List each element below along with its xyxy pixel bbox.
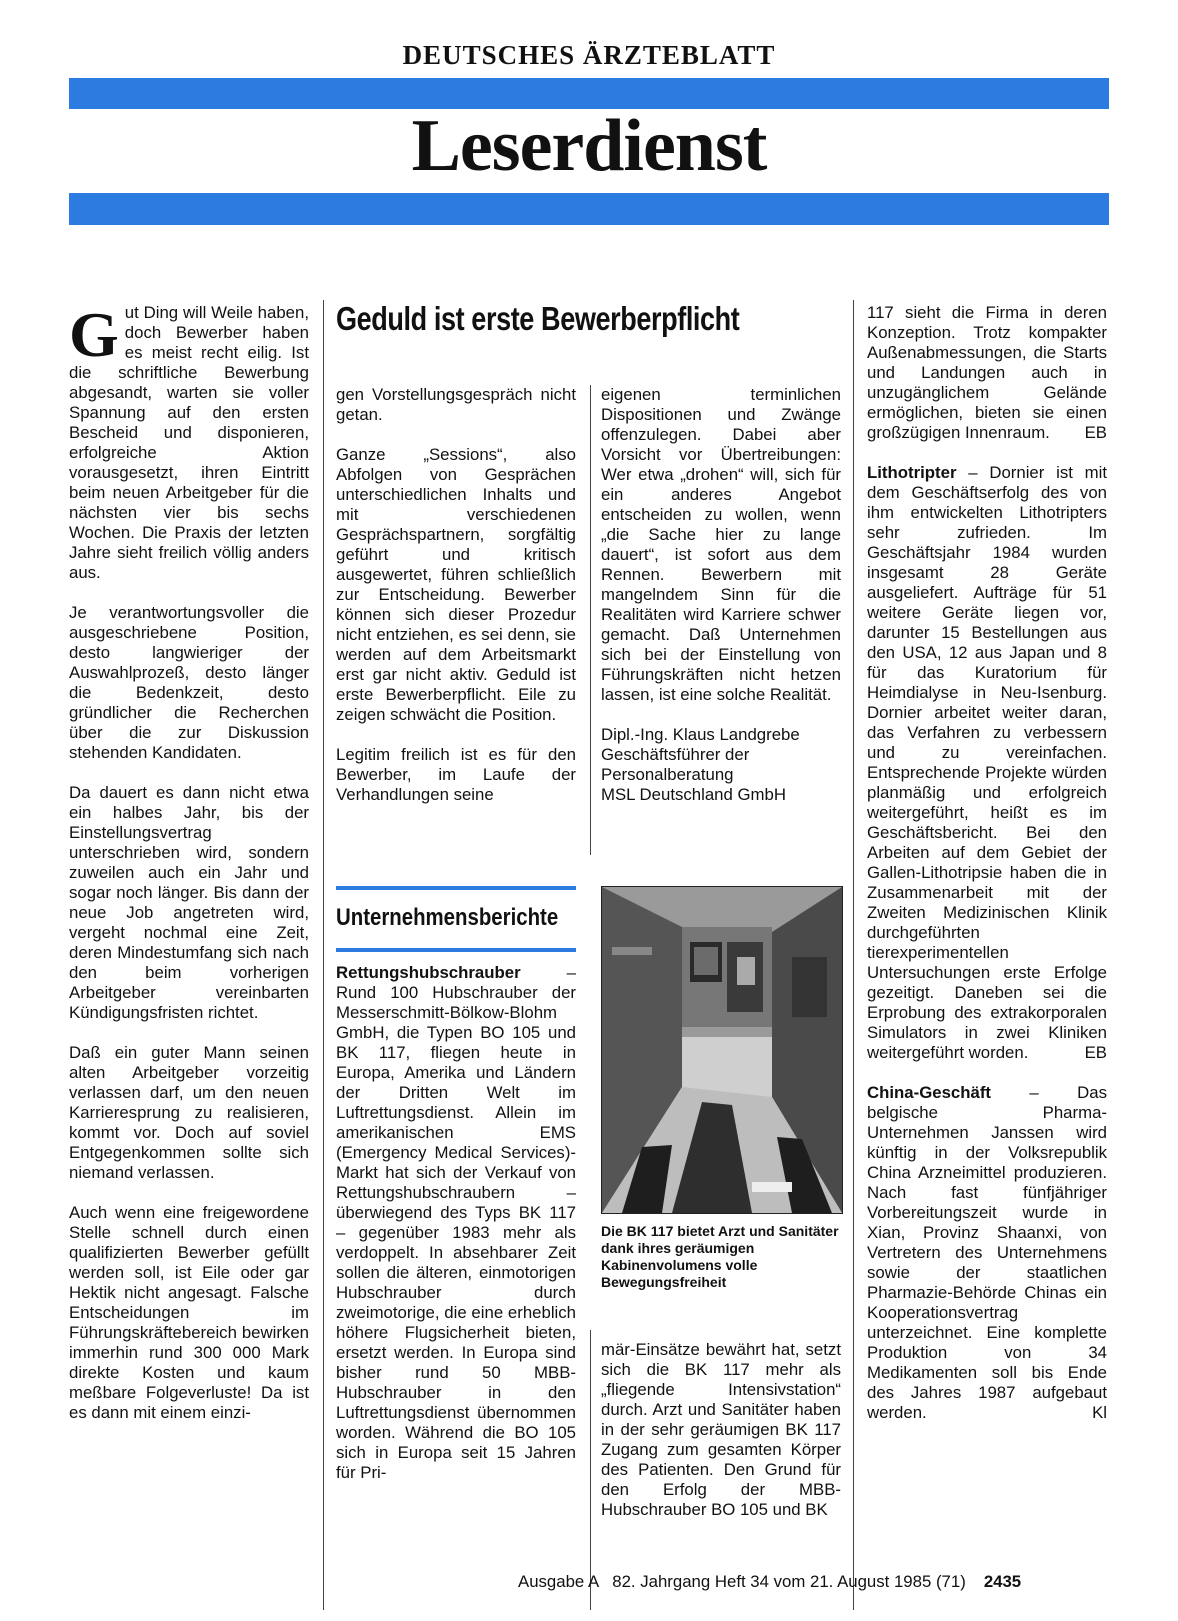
reports-column-2 (336, 963, 576, 1503)
paragraph: Gut Ding will Weile haben, doch Bewerber haben es meist recht eilig. Ist die schriftliche Bewerbung abgesandt, warten sie voller Spannung auf den ersten Bescheid und disponieren, erfolgreiche Aktion vorausgesetzt, ihren Eintritt beim neuen Arbeitgeber für die nächsten vier bis sechs Wochen. Die Praxis der letzten Jahre sieht freilich völlig anders aus. (69, 299, 309, 582)
reports-column-4 (867, 303, 1107, 1443)
paragraph: Rettungshubschrauber – Rund 100 Hubschrauber der Messerschmitt-Bölkow-Blohm GmbH, die Typen BO 105 und BK 117, fliegen heute in Europa, Amerika und Ländern der Dritten Welt im Luftrettungsdienst. Allein im amerikanischen EMS (Emergency Medical Services)-Markt hat sich der Verkauf von Rettungshubschraubern – überwiegend des Typs BK 117 – gegenüber 1983 mehr als verdoppelt. In absehbarer Zeit sollen die älteren, einmotorigen Hubschrauber durch zweimotorige, die eine erheblich höhere Flugsicherheit bieten, ersetzt werden. In Europa sind bisher rund 50 MBB-Hubschrauber in den Luftrettungsdienst übernommen worden. Während die BO 105 sich in Europa seit 15 Jahren für Pri- (336, 963, 576, 1482)
paragraph: gen Vorstellungsgespräch nicht getan. (336, 385, 576, 424)
issue-info: Ausgabe A 82. Jahrgang Heft 34 vom 21. August 1985 (71) (518, 1572, 966, 1591)
photo-caption: Die BK 117 bietet Arzt und Sanitäter dank ihres geräumigen Kabinenvolumens volle Bewegungsfreiheit (601, 1223, 839, 1290)
paragraph: China-Geschäft – Das belgische Pharma-Unternehmen Janssen wird künftig in der Volksrepublik China Arzneimittel produzieren. Nach fast fünfjähriger Vorbereitungszeit wurde in Xian, Provinz Shaanxi, von Vertretern des Unternehmens sowie der staatlichen Pharmazie-Behörde Chinas ein Kooperationsvertrag unterzeichnet. Eine komplette Produktion von 34 Medikamenten soll bis Ende des Jahres 1987 aufgebaut werden. Kl (867, 1083, 1107, 1422)
keyword: Rettungshubschrauber (336, 963, 521, 982)
signature: Kl (1092, 1403, 1107, 1422)
author-line: Dipl.-Ing. Klaus Landgrebe (601, 725, 800, 744)
column-rule (590, 1330, 591, 1610)
article-column-1 (69, 299, 309, 1443)
keyword: China-Geschäft (867, 1083, 992, 1102)
reports-heading: Unternehmensberichte (336, 904, 559, 931)
masthead: DEUTSCHES ÄRZTEBLATT (402, 40, 776, 70)
helicopter-cabin-photo (601, 886, 843, 1214)
paragraph: eigenen terminlichen Dispositionen und Zwänge offenzulegen. Dabei aber Vorsicht vor Übertreibungen: Wer etwa „drohen“ will, sich für ein anderes Angebot entscheiden zu wollen, wenn „die Sache hier zu lange dauert“, ist sofort aus dem Rennen. Bewerbern mit mangelndem Sinn für die Realitäten wird Karriere schwer gemacht. Daß Unternehmen sich bei der Einstellung von Führungskräften nicht hetzen lassen, ist eine solche Realität. (601, 385, 841, 704)
paragraph: Je verantwortungsvoller die ausgeschriebene Position, desto langwieriger der Auswahlprozeß, desto länger die Bedenkzeit, desto gründlicher die Recherchen über die zur Diskussion stehenden Kandidaten. (69, 603, 309, 762)
author-line: MSL Deutschland GmbH (601, 785, 786, 804)
cabin-photo-illustration (602, 887, 842, 1213)
column-rule (853, 300, 854, 1610)
signature: EB (1084, 423, 1107, 442)
paragraph: Daß ein guter Mann seinen alten Arbeitgeber vorzeitig verlassen darf, um den neuen Karrieresprung zu realisieren, kommt vor. Doch auf soviel Entgegenkommen sollte sich niemand verlassen. (69, 1043, 309, 1182)
article-title: Geduld ist erste Bewerberpflicht (336, 300, 740, 337)
paragraph: Auch wenn eine freigewordene Stelle schnell durch einen qualifizierten Bewerber gefüllt werden soll, ist Eile oder gar Hektik nicht angesagt. Falsche Entscheidungen im Führungskräftebereich bewirken immerhin rund 300 000 Mark direkte Kosten und kaum meßbare Folgeverluste! Da ist es dann mit einem einzi- (69, 1203, 309, 1422)
paragraph: Lithotripter – Dornier ist mit dem Geschäftserfolg des von ihm entwickelten Lithotripters sehr zufrieden. Im Geschäftsjahr 1984 wurden insgesamt 28 Geräte ausgeliefert. Aufträge für 51 weitere Geräte liegen vor, darunter 15 Bestellungen aus den USA, 12 aus Japan und 8 für das Kuratorium für Heimdialyse in Neu-Isenburg. Dornier arbeitet weiter daran, das Verfahren zu verbessern und zu vereinfachen. Entsprechende Projekte würden planmäßig und erfolgreich weitergeführt, heißt es im Geschäftsbericht. Bei den Arbeiten auf dem Gebiet der Gallen-Lithotripsie haben die in Zusammenarbeit mit der Zweiten Medizinischen Klinik durchgeführten tierexperimentellen Untersuchungen erste Erfolge gezeitigt. Daneben sei die Erprobung des extrakorporalen Simulators in zwei Kliniken weitergeführt worden. EB (867, 463, 1107, 1062)
blue-rule-bottom (69, 193, 1109, 225)
drop-cap: G (69, 299, 119, 370)
page-number: 2435 (983, 1572, 1022, 1591)
paragraph: 117 sieht die Firma in deren Konzeption. Trotz kompakter Außenabmessungen, die Starts und Landungen auch in unzugänglichem Gelände ermöglichen, bieten sie einen großzügigen Innenraum. EB (867, 303, 1107, 442)
author-line: Geschäftsführer der (601, 745, 750, 764)
signature: EB (1084, 1043, 1107, 1062)
author-line: Personalberatung (601, 765, 734, 784)
keyword: Lithotripter (867, 463, 957, 482)
article-column-2 (336, 385, 576, 825)
article-column-3 (601, 385, 841, 805)
reports-column-3 (601, 1340, 841, 1540)
column-rule (590, 385, 591, 855)
author-block (601, 725, 841, 805)
section-title: Leserdienst (411, 105, 767, 187)
column-rule (323, 300, 324, 1610)
paragraph: Da dauert es dann nicht etwa ein halbes Jahr, bis der Einstellungsvertrag unterschrieben wird, sondern zuweilen auch ein Jahr und sogar noch länger. Bis dann der neue Job angetreten wird, vergeht nochmal eine Zeit, deren Mindestumfang sich nach den beim vorherigen Arbeitgeber vereinbarten Kündigungsfristen richtet. (69, 783, 309, 1022)
reports-heading-box (336, 886, 576, 952)
page-footer (518, 1572, 1021, 1592)
paragraph: Ganze „Sessions“, also Abfolgen von Gesprächen unterschiedlichen Inhalts und mit verschiedenen Gesprächspartnern, sorgfältig geführt und kritisch ausgewertet, führen schließlich zur Entscheidung. Bewerber können sich dieser Prozedur nicht entziehen, es sei denn, sie werden auf dem Arbeitsmarkt erst gar nicht aktiv. Geduld ist erste Bewerberpflicht. Eile zu zeigen schwächt die Position. (336, 445, 576, 724)
paragraph: Legitim freilich ist es für den Bewerber, im Laufe der Verhandlungen seine (336, 745, 576, 804)
paragraph: mär-Einsätze bewährt hat, setzt sich die BK 117 mehr als „fliegende Intensivstation“ durch. Arzt und Sanitäter haben in der sehr geräumigen BK 117 Zugang zum gesamten Körper des Patienten. Den Grund für den Erfolg der MBB-Hubschrauber BO 105 und BK (601, 1340, 841, 1519)
